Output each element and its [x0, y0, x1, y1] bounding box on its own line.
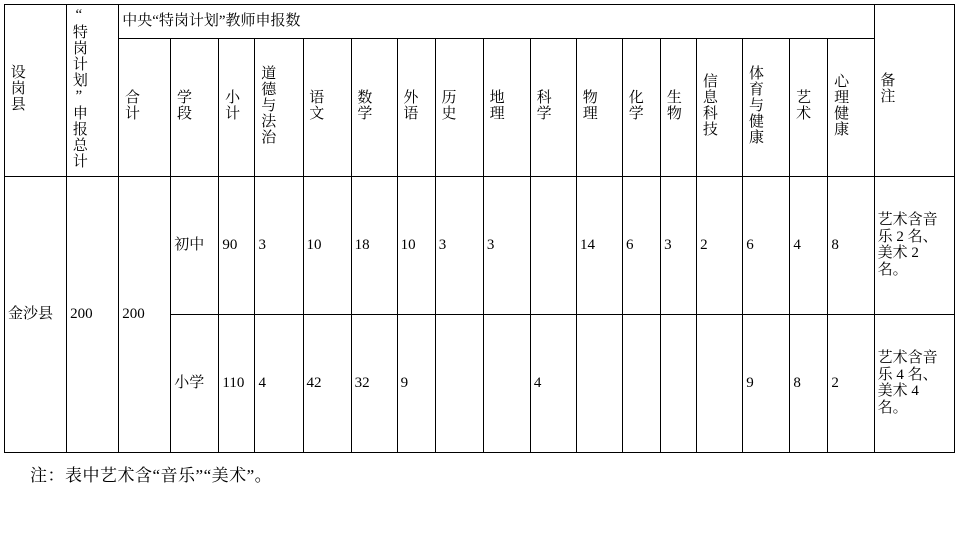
cell-county: 金沙县	[5, 176, 67, 452]
cell-stage-junior: 初中	[171, 176, 219, 314]
cell-junior-subject-0: 3	[255, 176, 303, 314]
cell-junior-subject-8: 6	[623, 176, 661, 314]
cell-primary-subject-11: 9	[743, 314, 790, 452]
cell-junior-subject-2: 18	[351, 176, 397, 314]
cell-remark-primary: 艺术含音乐 4 名、美术 4 名。	[874, 314, 954, 452]
header-subject-9: 生物	[661, 38, 697, 176]
cell-primary-subject-3: 9	[397, 314, 435, 452]
header-subject-1: 语文	[303, 38, 351, 176]
cell-small-total-junior: 90	[219, 176, 255, 314]
table-row	[5, 176, 955, 314]
header-subject-3: 外语	[397, 38, 435, 176]
cell-primary-subject-10	[697, 314, 743, 452]
cell-primary-subject-5	[483, 314, 530, 452]
document-page	[0, 4, 959, 537]
header-stage: 学段	[171, 38, 219, 176]
cell-primary-subject-13: 2	[828, 314, 874, 452]
header-subject-6: 科学	[530, 38, 576, 176]
header-plan-total: “特岗计划”申报总计	[67, 5, 119, 177]
header-central-plan-group: 中央“特岗计划”教师申报数	[119, 5, 874, 39]
header-subject-8: 化学	[623, 38, 661, 176]
cell-junior-subject-9: 3	[661, 176, 697, 314]
cell-junior-subject-12: 4	[790, 176, 828, 314]
cell-junior-subject-10: 2	[697, 176, 743, 314]
header-subject-13: 心理健康	[828, 38, 874, 176]
table-footnote: 注：表中艺术含“音乐”“美术”。	[30, 465, 273, 485]
header-row-sub	[5, 38, 955, 176]
cell-junior-subject-6	[530, 176, 576, 314]
header-subject-0: 道德与法治	[255, 38, 303, 176]
cell-primary-subject-6: 4	[530, 314, 576, 452]
header-small-total: 小计	[219, 38, 255, 176]
cell-primary-subject-0: 4	[255, 314, 303, 452]
header-subject-7: 物理	[576, 38, 622, 176]
cell-plan-total: 200	[67, 176, 119, 452]
header-subject-5: 地理	[483, 38, 530, 176]
header-county: 设岗县	[5, 5, 67, 177]
cell-subtotal: 200	[119, 176, 171, 452]
cell-primary-subject-9	[661, 314, 697, 452]
cell-primary-subject-8	[623, 314, 661, 452]
cell-primary-subject-7	[576, 314, 622, 452]
cell-primary-subject-1: 42	[303, 314, 351, 452]
cell-remark-junior: 艺术含音乐 2 名、美术 2 名。	[874, 176, 954, 314]
header-row-top	[5, 5, 955, 39]
header-subject-10: 信息科技	[697, 38, 743, 176]
cell-junior-subject-13: 8	[828, 176, 874, 314]
cell-junior-subject-3: 10	[397, 176, 435, 314]
header-subject-11: 体育与健康	[743, 38, 790, 176]
header-remark: 备注	[874, 5, 954, 177]
cell-junior-subject-1: 10	[303, 176, 351, 314]
header-subject-4: 历史	[435, 38, 483, 176]
cell-stage-primary: 小学	[171, 314, 219, 452]
cell-junior-subject-4: 3	[435, 176, 483, 314]
cell-junior-subject-11: 6	[743, 176, 790, 314]
cell-primary-subject-2: 32	[351, 314, 397, 452]
cell-primary-subject-4	[435, 314, 483, 452]
cell-junior-subject-7: 14	[576, 176, 622, 314]
cell-junior-subject-5: 3	[483, 176, 530, 314]
header-subtotal: 合计	[119, 38, 171, 176]
cell-small-total-primary: 110	[219, 314, 255, 452]
header-subject-2: 数学	[351, 38, 397, 176]
staffing-table	[4, 4, 955, 453]
header-subject-12: 艺术	[790, 38, 828, 176]
cell-primary-subject-12: 8	[790, 314, 828, 452]
